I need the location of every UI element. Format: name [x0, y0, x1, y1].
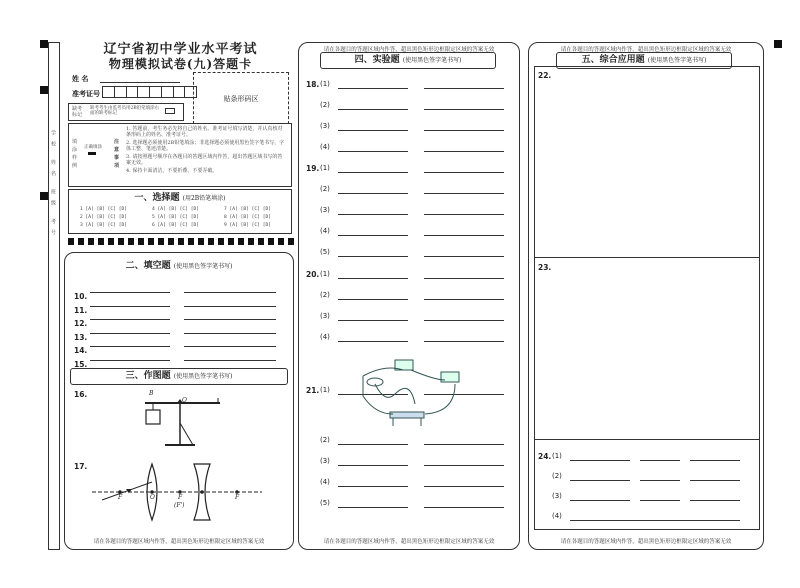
label-Fp: (F') [174, 502, 185, 509]
answer-line[interactable] [640, 480, 680, 481]
choice-item[interactable]: 6 [A] [B] [C] [D] [152, 223, 200, 228]
draw-title: 三、作图题 [125, 371, 171, 381]
answer-line[interactable] [338, 341, 408, 342]
name-field[interactable] [100, 82, 180, 83]
notice-list [126, 126, 286, 174]
answer-line[interactable] [424, 109, 504, 110]
answer-line[interactable] [338, 130, 408, 131]
part-label: (3) [552, 492, 562, 500]
q20-number: 20. [306, 270, 320, 279]
q23-box[interactable] [534, 258, 760, 440]
answer-line[interactable] [424, 151, 504, 152]
id-label: 准考证号 [72, 89, 100, 98]
part-label: (1) [552, 452, 562, 460]
panel2-top-note: 请在各题目的答题区域内作答，超出黑色矩形边框限定区域的答案无效 [323, 47, 495, 53]
absent-checkbox[interactable] [165, 108, 175, 114]
label-O2: O [150, 494, 155, 501]
notice-item: 1. 答题前，考生务必先将自己的姓名、准考证号填写清楚，并认真核对条形码上的姓名、准考证号。 [126, 126, 283, 138]
answer-line[interactable] [184, 292, 276, 293]
choice-item[interactable]: 5 [A] [B] [C] [D] [152, 215, 200, 220]
panel1-footer: 请在各题目的答题区域内作答，超出黑色矩形边框限定区域的答案无效 [93, 539, 265, 545]
label-B: B [149, 390, 154, 397]
notice-label: 注意事项 [114, 139, 120, 169]
fill-title: 二、填空题 [125, 261, 171, 271]
fill-number: 15. [74, 359, 88, 369]
answer-line[interactable] [570, 520, 740, 521]
circuit-illustration [355, 354, 475, 430]
part-label: (1) [320, 270, 330, 278]
q19-number: 19. [306, 164, 320, 173]
fill-example-mark [88, 152, 96, 155]
answer-line[interactable] [184, 319, 276, 320]
choice-item[interactable]: 7 [A] [B] [C] [D] [224, 207, 272, 212]
answer-line[interactable] [690, 500, 740, 501]
answer-line[interactable] [90, 292, 170, 293]
timing-marks [68, 238, 294, 245]
answer-line[interactable] [90, 333, 170, 334]
answer-line[interactable] [640, 460, 680, 461]
q24-number: 24. [538, 452, 552, 461]
q24-part [552, 472, 562, 480]
choice-title: 一、选择题 [134, 193, 180, 203]
comp-subtitle: (使用黑色签字笔书写) [647, 57, 707, 64]
answer-line[interactable] [690, 460, 740, 461]
choice-item[interactable]: 3 [A] [B] [C] [D] [80, 223, 128, 228]
label-F1: F [118, 494, 123, 501]
choice-item[interactable]: 9 [A] [B] [C] [D] [224, 223, 272, 228]
answer-line[interactable] [424, 130, 504, 131]
answer-line[interactable] [690, 480, 740, 481]
registration-mark [40, 86, 48, 94]
notice-item: 2. 选择题必须使用2B铅笔填涂；非选择题必须使用黑色签字笔书写，字体工整、笔迹清楚。 [126, 140, 285, 152]
part-label: (4) [320, 143, 330, 151]
answer-line[interactable] [424, 341, 504, 342]
q18-number: 18. [306, 80, 320, 89]
absent-label: 缺考标记 [72, 106, 83, 118]
notice-item: 4. 保持卡面清洁，不要折叠、不要弄破。 [126, 168, 218, 174]
comp-title: 五、综合应用题 [581, 55, 645, 65]
q24-part [552, 492, 562, 500]
answer-line[interactable] [90, 346, 170, 347]
fill-number: 13. [74, 332, 88, 342]
answer-line[interactable] [338, 151, 408, 152]
answer-line[interactable] [338, 172, 408, 173]
absent-note: 缺考考生由监考员用2B铅笔填涂右面的缺考标记 [90, 106, 160, 116]
part-label: (5) [320, 248, 330, 256]
answer-line[interactable] [338, 88, 408, 89]
page-subtitle: 物理模拟试卷(九)答题卡 [108, 57, 253, 71]
label-F3: F [235, 494, 240, 501]
part-label: (3) [320, 122, 330, 130]
draw-header [70, 368, 288, 385]
answer-line[interactable] [184, 346, 276, 347]
answer-line[interactable] [424, 235, 504, 236]
registration-mark [40, 40, 48, 48]
q22-number: 22. [538, 71, 552, 80]
label-F2: F [178, 494, 183, 501]
fill-example-sample: 正确填涂 [84, 145, 102, 150]
id-field[interactable] [102, 86, 197, 98]
panel3-top-note: 请在各题目的答题区域内作答，超出黑色矩形边框限定区域的答案无效 [560, 47, 732, 53]
fill-number: 14. [74, 346, 88, 355]
answer-line[interactable] [338, 256, 408, 257]
fill-header [66, 258, 292, 271]
part-label: (5) [320, 499, 330, 507]
q24-part [552, 512, 562, 520]
answer-line[interactable] [338, 299, 408, 300]
panel2-footer: 请在各题目的答题区域内作答，超出黑色矩形边框限定区域的答案无效 [323, 539, 495, 545]
experiment-panel [298, 42, 520, 550]
part-label: (1) [320, 386, 330, 394]
part-label: (3) [320, 312, 330, 320]
fill-list [74, 284, 284, 369]
part-label: (4) [320, 478, 330, 486]
part-label: (2) [320, 101, 330, 109]
choice-item[interactable]: 1 [A] [B] [C] [D] [80, 207, 128, 212]
fill-number: 12. [74, 319, 88, 328]
notice-item: 3. 请按照题号顺序在各题目的答题区域内作答，超出答题区域书写的答案无效。 [126, 154, 283, 166]
choice-header [68, 190, 292, 203]
choice-item[interactable]: 8 [A] [B] [C] [D] [224, 215, 272, 220]
answer-line[interactable] [424, 299, 504, 300]
q23-number: 23. [538, 263, 552, 272]
q21-number: 21. [306, 386, 320, 395]
part-label: (2) [552, 472, 562, 480]
q24-part [552, 452, 752, 460]
answer-line[interactable] [338, 320, 408, 321]
fill-number: 11. [74, 305, 88, 315]
answer-line[interactable] [424, 320, 504, 321]
answer-line[interactable] [424, 465, 504, 466]
answer-line[interactable] [424, 444, 504, 445]
answer-line[interactable] [424, 193, 504, 194]
answer-line[interactable] [424, 278, 504, 279]
part-label: (2) [320, 291, 330, 299]
answer-line[interactable] [184, 360, 276, 361]
label-O: O [182, 397, 187, 404]
fill-example-label: 填涂样例 [72, 139, 78, 169]
answer-line[interactable] [184, 306, 276, 307]
answer-line[interactable] [338, 444, 408, 445]
exp-title: 四、实验题 [354, 55, 400, 65]
name-label: 姓 名 [72, 74, 89, 83]
answer-line[interactable] [424, 507, 504, 508]
choice-item[interactable]: 2 [A] [B] [C] [D] [80, 215, 128, 220]
answer-line[interactable] [424, 88, 504, 89]
part-label: (4) [320, 333, 330, 341]
barcode-label: 贴条形码区 [223, 95, 259, 103]
registration-mark [40, 192, 48, 200]
page-title: 辽宁省初中学业水平考试 [103, 42, 258, 57]
answer-line[interactable] [338, 193, 408, 194]
answer-line[interactable] [338, 278, 408, 279]
answer-line[interactable] [338, 235, 408, 236]
panel3-footer: 请在各题目的答题区域内作答，超出黑色矩形边框限定区域的答案无效 [560, 539, 732, 545]
q22-box[interactable] [534, 66, 760, 258]
part-label: (3) [320, 457, 330, 465]
registration-mark [774, 40, 782, 48]
exp-header [320, 52, 496, 69]
answer-line[interactable] [424, 256, 504, 257]
answer-line[interactable] [338, 109, 408, 110]
part-label: (4) [320, 227, 330, 235]
answer-line[interactable] [424, 172, 504, 173]
answer-line[interactable] [424, 486, 504, 487]
choice-subtitle: (用2B铅笔填涂) [182, 195, 226, 202]
answer-line[interactable] [184, 333, 276, 334]
answer-line[interactable] [90, 319, 170, 320]
answer-line[interactable] [90, 360, 170, 361]
answer-line[interactable] [570, 480, 630, 481]
answer-line[interactable] [338, 214, 408, 215]
side-text: 学校 姓名 班级 考号 [50, 130, 56, 241]
answer-line[interactable] [338, 465, 408, 466]
part-label: (3) [320, 206, 330, 214]
part-label: (4) [552, 512, 562, 520]
answer-line[interactable] [570, 500, 630, 501]
q16-number: 16. [74, 390, 88, 399]
answer-line[interactable] [338, 507, 408, 508]
part-label: (1) [320, 80, 330, 88]
answer-line[interactable] [424, 214, 504, 215]
fill-number: 10. [74, 292, 88, 301]
q17-number: 17. [74, 462, 88, 471]
exp-subtitle: (使用黑色签字笔书写) [402, 57, 462, 64]
part-label: (2) [320, 185, 330, 193]
fill-subtitle: (使用黑色签字笔书写) [173, 263, 233, 270]
choice-item[interactable]: 4 [A] [B] [C] [D] [152, 207, 200, 212]
answer-line[interactable] [570, 460, 630, 461]
answer-line[interactable] [640, 500, 680, 501]
draw-subtitle: (使用黑色签字笔书写) [173, 373, 233, 380]
answer-line[interactable] [338, 486, 408, 487]
part-label: (1) [320, 164, 330, 172]
answer-line[interactable] [90, 306, 170, 307]
part-label: (2) [320, 436, 330, 444]
